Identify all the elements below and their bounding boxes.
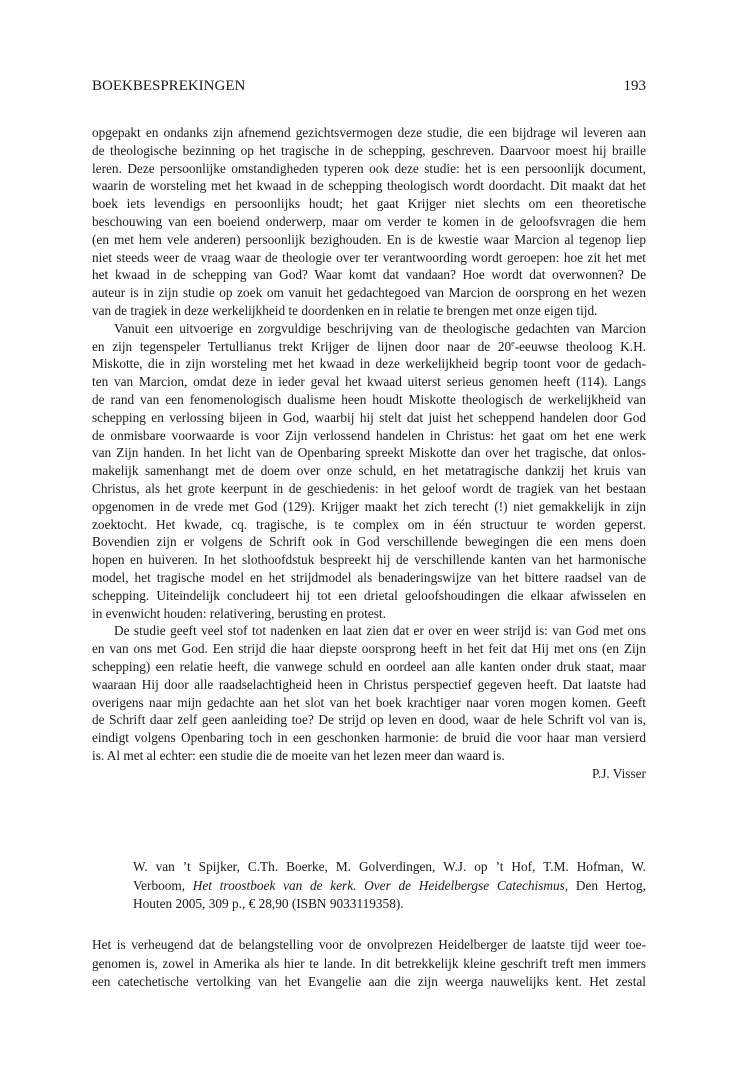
text-line: opgepakt en ondanks zijn afnemend gezichtsvermogen deze studie, die een bijdrage wil leveren aan: [92, 125, 646, 140]
text-line: leren. Deze persoonlijke omstandigheden typeren ook deze studie: het is een persoonlijk document,: [92, 160, 646, 176]
text-line: hopen en huiveren. In het slothoofdstuk bespreekt hij de verschillende kanten van het harmonische: [92, 552, 646, 568]
next-review-body: [92, 936, 646, 992]
text-line: Christus, als het grote keerpunt in de geschiedenis: in het geloof wordt de tragiek van het bestaan: [92, 480, 646, 496]
text-line: boek iets levendigs en persoonlijks houdt; het gaat Krijger niet slechts om een theoretische: [92, 196, 646, 212]
text-line: het kwaad in de schepping van God? Waar komt dat vandaan? Hoe wordt dat overwonnen? De: [92, 267, 646, 283]
text-line: in evenwicht houden: relativering, berusting en protest.: [92, 605, 386, 621]
text-line: makelijk samenhangt met de doem over onze schuld, en het metatragische dankzij het kruis van: [92, 463, 646, 479]
text-line: [133, 895, 646, 914]
text-line: de onmisbare voorwaarde is voor Zijn verlossend handelen in Christus: het gaat om het ene werk: [92, 427, 646, 443]
text-segment: -eeuwse theoloog K.H.: [514, 338, 646, 354]
page-number: 193: [623, 78, 646, 94]
text-line: de theologische bezinning op het tragische in de schepping, geschreven. Daarvoor moest hij braille: [92, 142, 646, 158]
text-segment: e: [511, 338, 515, 348]
text-line: een catechetische vertolking van het Evangelie aan die zijn weerga nauwelijks kent. Het zestal: [92, 974, 646, 990]
text-line: Bovendien zijn er volgens de Schrift ook in God verschillende bewegingen die een mens doen: [92, 534, 646, 550]
text-line: zoektocht. Het kwade, cq. tragische, is te complex om in één structuur te worden geperst.: [92, 516, 646, 532]
text-segment: en zijn tegenspeler Tertullianus trekt Krijger de lijnen door naar de 20: [92, 338, 512, 354]
text-line: Vanuit een uitvoerige en zorgvuldige beschrijving van de theologische gedachten van Marcion: [114, 320, 646, 336]
text-line: de rand van een fenomenologisch dualisme heen houdt Miskotte theologisch de werkelijkheid van: [92, 391, 646, 407]
reviewer-signature: P.J. Visser: [591, 765, 646, 781]
text-segment: , Den Hertog,: [564, 877, 646, 893]
text-line: schepping. Uiteindelijk concludeert hij tot een drietal geloofshoudingen die elkaar afwisselen en: [92, 587, 646, 603]
text-line: auteur is in zijn studie op zoek om vanuit het gedachtegoed van Marcion de oorsprong en het wezen: [92, 285, 646, 301]
text-line: overigens naar mijn gedachte aan het slot van het boek krachtiger naar voren mogen komen. Geeft: [92, 694, 646, 710]
text-line: schepping en verlossing bijeen in God, waarbij hij stelt dat juist het scheppend handelen door God: [92, 409, 646, 425]
text-line: opgenomen in de vrede met God (129). Krijger maakt het zich terecht (!) niet gemakkelijk in zijn: [92, 498, 646, 514]
text-line: en van ons met God. Een strijd die haar diepste oorsprong heeft in het feit dat Hij met ons (en Zijn: [92, 641, 646, 657]
text-line: model, het tragische model en het strijdmodel als benaderingswijze van het bittere raadsel van de: [92, 569, 646, 585]
text-line: genomen is, zowel in Amerika als hier te lande. In dit betrekkelijk kleine geschrift treft men immers: [92, 955, 646, 971]
review-body: [92, 124, 646, 782]
book-title: Het troostboek van de kerk. Over de Heidelbergse Catechismus: [192, 877, 565, 893]
text-line: De studie geeft veel stof tot nadenken en laat zien dat er over en weer strijd is: van God met ons: [114, 623, 646, 639]
text-line: beschouwing van een boeiend onderwerp, maar om verder te komen in de geloofsvragen die hem: [92, 213, 646, 229]
text-line: van de tragiek in deze werkelijkheid te doordenken en in relatie te brengen met onze eigen tijd.: [92, 302, 598, 318]
text-line: ten van Marcion, omdat deze in ieder geval het kwaad uiterst serieus genomen heeft (114). Langs: [92, 374, 646, 390]
text-line: schepping) een relatie heeft, die vanwege schuld en oordeel aan alle kanten onder druk staat, maar: [92, 658, 646, 674]
text-segment: W. van ’t Spijker, C.Th. Boerke, M. Golverdingen, W.J. op ’t Hof, T.M. Hofman, W.: [133, 859, 646, 874]
text-line: waarin de worsteling met het kwaad in de schepping theologisch wordt doordacht. Dit maakt dat het: [92, 178, 646, 194]
text-line: eindigt volgens Openbaring toch in een geschonken harmonie: de bruid die voor haar man versierd: [92, 730, 646, 746]
text-line: Het is verheugend dat de belangstelling voor de onvolprezen Heidelberger de laatste tijd weer toe-: [92, 937, 646, 952]
text-line: waaraan Hij door alle raadselachtigheid heen in Christus perspectief gegeven heeft. Dat laatste had: [92, 676, 646, 692]
running-header: [92, 78, 646, 95]
text-line: (en met hem vele anderen) persoonlijk bezighouden. En is de kwestie waar Marcion al tegenop liep: [92, 231, 646, 247]
text-line: de Schrift daar zelf geen aanleiding toe? De strijd op leven en dood, waar de hele Schrift vol van is,: [92, 712, 646, 728]
text-line: [92, 338, 646, 356]
text-line: is. Al met al echter: een studie die de moeite van het lezen meer dan waard is.: [92, 747, 505, 763]
text-line: Miskotte, die in zijn worsteling met het kwaad in deze werkelijkheid begrip toont voor de gedach-: [92, 356, 646, 372]
section-title: BOEKBESPREKINGEN: [92, 78, 246, 94]
text-segment: Verboom,: [133, 877, 193, 893]
text-line: [133, 858, 646, 877]
text-line: [133, 877, 646, 896]
text-line: niet steeds weer de vraag waar de theologie over ter verantwoording wordt geroepen: hoe zit het met: [92, 249, 646, 265]
book-citation: [133, 858, 646, 914]
text-line: van Zijn handen. In het licht van de Openbaring spreekt Miskotte dan over het tragische, dat onlos-: [92, 445, 646, 461]
text-segment: Houten 2005, 309 p., € 28,90 (ISBN 9033119358).: [133, 896, 404, 912]
